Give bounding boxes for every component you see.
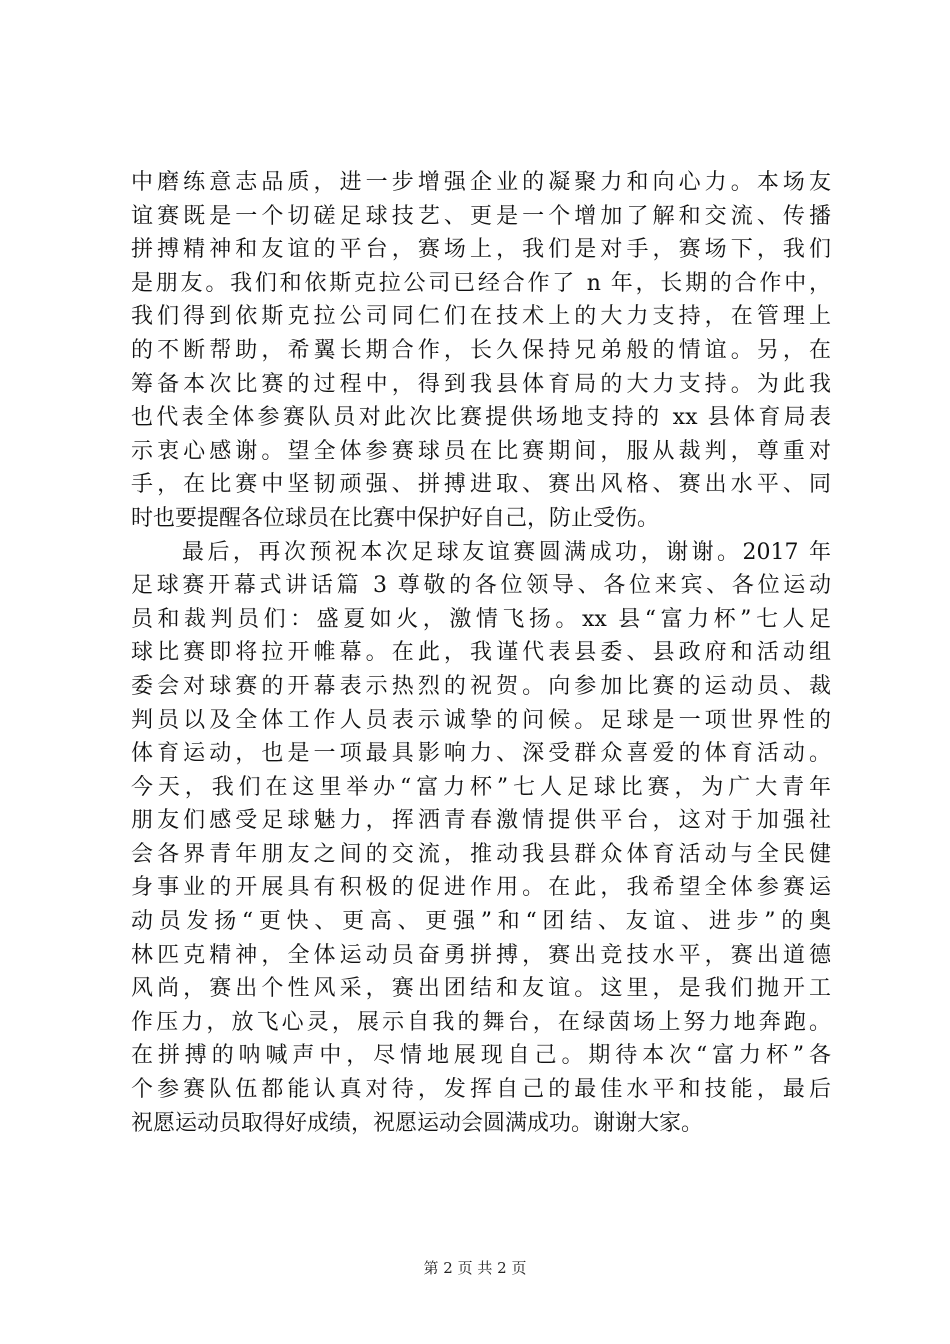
text-line: 拼搏精神和友谊的平台，赛场上，我们是对手，赛场下，我们: [131, 237, 831, 263]
page-number-label: 第 2 页 共 2 页: [423, 1259, 527, 1277]
text-line: 判员以及全体工作人员表示诚挚的问候。足球是一项世界性的: [131, 707, 831, 733]
text-line: 个参赛队伍都能认真对待，发挥自己的最佳水平和技能，最后: [131, 1077, 831, 1103]
text-line: 是朋友。我们和依斯克拉公司已经合作了 n 年，长期的合作中，: [131, 270, 831, 296]
document-body: [131, 166, 831, 1140]
text-line: 员和裁判员们：盛夏如火，激情飞扬。xx 县“富力杯”七人足: [131, 606, 831, 632]
page-footer: [0, 1258, 950, 1278]
text-line: 祝愿运动员取得好成绩，祝愿运动会圆满成功。谢谢大家。: [131, 1110, 704, 1136]
text-line: 风尚，赛出个性风采，赛出团结和友谊。这里，是我们抛开工: [131, 976, 831, 1002]
text-line: 时也要提醒各位球员在比赛中保护好自己，防止受伤。: [131, 505, 660, 531]
text-line: 的不断帮助，希翼长期合作，长久保持兄弟般的情谊。另，在: [131, 337, 831, 363]
text-line: 会各界青年朋友之间的交流，推动我县群众体育活动与全民健: [131, 841, 831, 867]
text-line: 也代表全体参赛队员对此次比赛提供场地支持的 xx 县体育局表: [131, 405, 831, 431]
text-line: 作压力，放飞心灵，展示自我的舞台，在绿茵场上努力地奔跑。: [131, 1009, 831, 1035]
text-line: 在拼搏的呐喊声中，尽情地展现自己。期待本次“富力杯”各: [131, 1043, 831, 1069]
text-line: 球比赛即将拉开帷幕。在此，我谨代表县委、县政府和活动组: [131, 640, 831, 666]
text-line: 今天，我们在这里举办“富力杯”七人足球比赛，为广大青年: [131, 774, 831, 800]
text-line: 体育运动，也是一项最具影响力、深受群众喜爱的体育活动。: [131, 741, 831, 767]
text-line: 身事业的开展具有积极的促进作用。在此，我希望全体参赛运: [131, 875, 831, 901]
text-line: 我们得到依斯克拉公司同仁们在技术上的大力支持，在管理上: [131, 304, 831, 330]
text-line: 动员发扬“更快、更高、更强”和“团结、友谊、进步”的奥: [131, 909, 831, 935]
text-line: 最后，再次预祝本次足球友谊赛圆满成功，谢谢。2017 年: [131, 539, 831, 565]
text-line: 谊赛既是一个切磋足球技艺、更是一个增加了解和交流、传播: [131, 203, 831, 229]
text-line: 朋友们感受足球魅力，挥洒青春激情提供平台，这对于加强社: [131, 808, 831, 834]
text-line: 足球赛开幕式讲话篇 3 尊敬的各位领导、各位来宾、各位运动: [131, 573, 831, 599]
text-line: 手，在比赛中坚韧顽强、拼搏进取、赛出风格、赛出水平、同: [131, 472, 831, 498]
text-line: 林匹克精神，全体运动员奋勇拼搏，赛出竞技水平，赛出道德: [131, 942, 831, 968]
text-line: 筹备本次比赛的过程中，得到我县体育局的大力支持。为此我: [131, 371, 831, 397]
text-line: 委会对球赛的开幕表示热烈的祝贺。向参加比赛的运动员、裁: [131, 673, 831, 699]
text-line: 示衷心感谢。望全体参赛球员在比赛期间，服从裁判，尊重对: [131, 438, 831, 464]
text-line: 中磨练意志品质，进一步增强企业的凝聚力和向心力。本场友: [131, 170, 831, 195]
